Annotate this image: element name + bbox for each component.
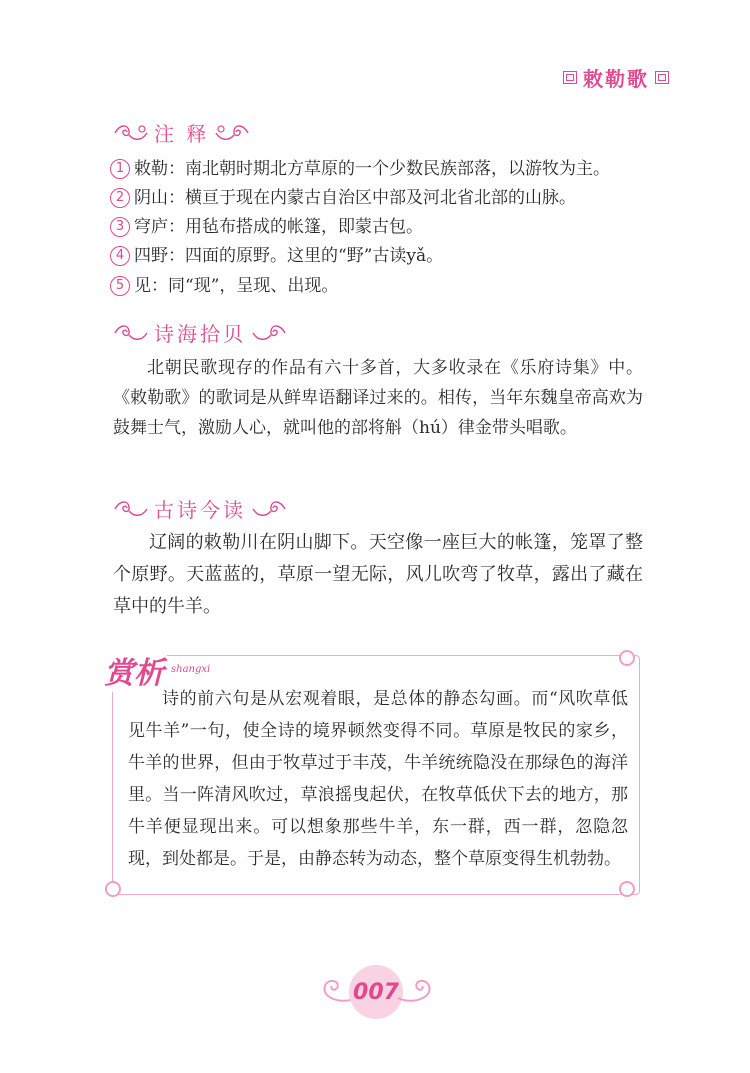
- shihai-paragraph: 北朝民歌现存的作品有六十多首，大多收录在《乐府诗集》中。《敕勒歌》的歌词是从鲜卑语翻译过来的。相传，当年东魏皇帝高欢为鼓舞士气，激励人心，就叫他的部将斛（hú）律金带头唱歌。: [113, 358, 643, 438]
- note-text: 四野：四面的原野。这里的“野”古读yǎ。: [134, 246, 444, 266]
- header-title: 敕勒歌: [583, 66, 649, 91]
- note-number: 2: [110, 188, 130, 208]
- note-item: [110, 185, 576, 211]
- note-text: 阴山：横亘于现在内蒙古自治区中部及河北省北部的山脉。: [134, 188, 576, 208]
- swirl-left-icon: [112, 321, 150, 345]
- corner-ornament-icon: [619, 881, 635, 897]
- page-number-badge: [349, 965, 403, 1019]
- notes-heading: [112, 118, 251, 147]
- swirl-right-icon: [250, 497, 288, 521]
- swirl-left-icon: [112, 121, 150, 145]
- note-number: 4: [110, 246, 130, 266]
- swirl-right-icon: [213, 121, 251, 145]
- gushi-label: 古诗今读: [154, 498, 246, 522]
- note-number: 3: [110, 217, 130, 237]
- note-text: 穹庐：用毡布搭成的帐篷，即蒙古包。: [134, 217, 423, 237]
- shangxi-pinyin: shangxi: [168, 664, 213, 675]
- shihai-heading: [112, 318, 288, 347]
- shangxi-title: 赏析: [104, 648, 167, 692]
- note-text: 敕勒：南北朝时期北方草原的一个少数民族部落，以游牧为主。: [134, 159, 610, 179]
- note-item: [110, 156, 610, 182]
- note-number: 1: [110, 159, 130, 179]
- note-item: [110, 214, 423, 240]
- running-header: [563, 64, 688, 90]
- gushi-heading: [112, 494, 288, 523]
- header-square-icon: [655, 71, 669, 84]
- corner-ornament-icon: [619, 650, 635, 666]
- note-number: 5: [110, 276, 130, 296]
- cloud-right-icon: [396, 972, 436, 1006]
- shihai-label: 诗海拾贝: [154, 322, 246, 346]
- swirl-left-icon: [112, 497, 150, 521]
- gushi-paragraph: 辽阔的敕勒川在阴山脚下。天空像一座巨大的帐篷，笼罩了整个原野。天蓝蓝的，草原一望无际，风儿吹弯了牧草，露出了藏在草中的牛羊。: [113, 532, 643, 617]
- notes-label: 注 释: [154, 122, 210, 146]
- swirl-right-icon: [250, 321, 288, 345]
- note-item: [110, 273, 338, 299]
- note-item: [110, 243, 443, 269]
- header-square-icon: [563, 71, 577, 84]
- note-text: 见：同“现”，呈现、出现。: [134, 276, 339, 296]
- shangxi-paragraph: 诗的前六句是从宏观着眼，是总体的静态勾画。而“风吹草低见牛羊”一句，使全诗的境界顿然变得不同。草原是牧民的家乡，牛羊的世界，但由于牧草过于丰茂，牛羊统统隐没在那绿色的海洋里。当一阵清风吹过，草浪摇曳起伏，在牧草低伏下去的地方，那牛羊便显现出来。可以想象那些牛羊，东一群，西一群，忽隐忽现，到处都是。于是，由静态转为动态，整个草原变得生机勃勃。: [128, 689, 628, 869]
- page-number: 007: [353, 979, 399, 1005]
- corner-ornament-icon: [105, 881, 121, 897]
